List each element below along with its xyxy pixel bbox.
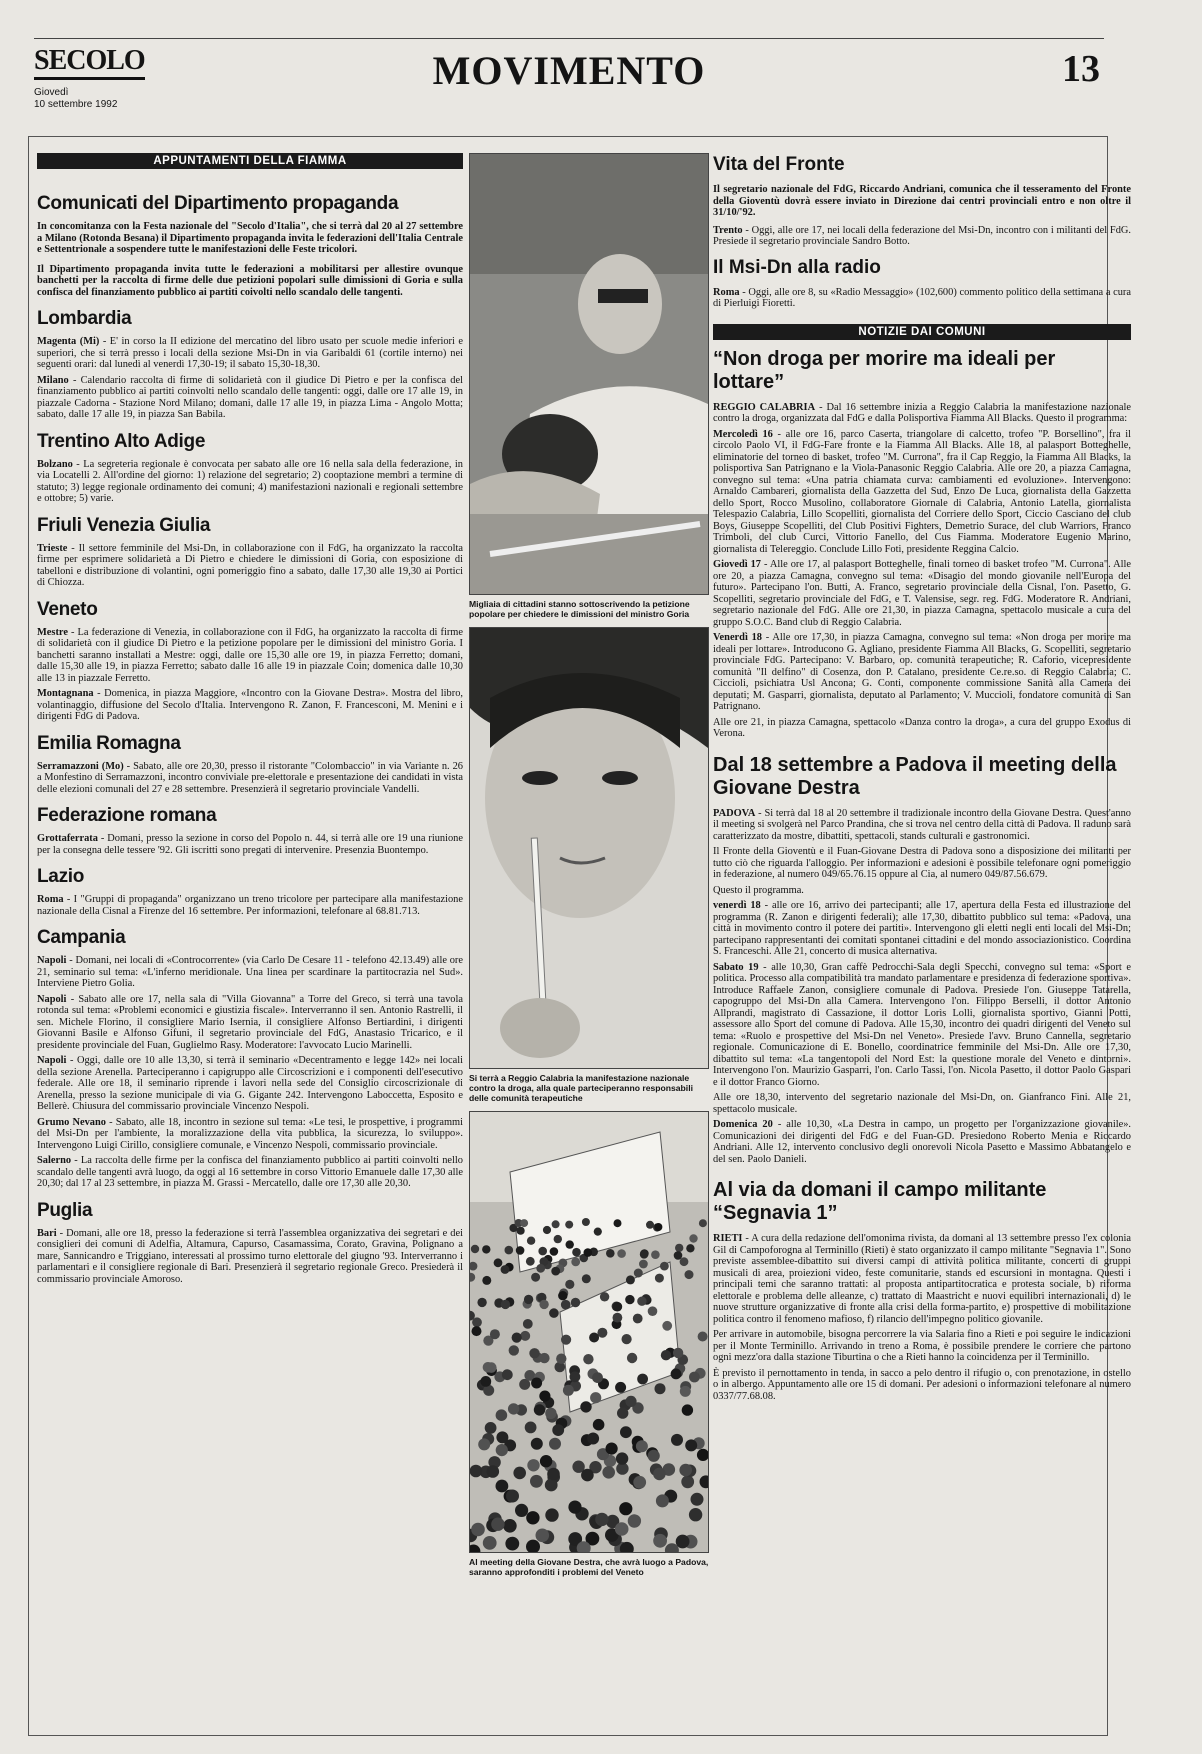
place-label: Napoli: [37, 993, 67, 1005]
region-item: [37, 375, 463, 421]
paragraph-text: - Alle ore 17, al palasport Botteghelle, finali torneo di basket trofeo "M. Currona". Alle ore 20, a piazza Camagna, convegno sul tema: «Disagio del mondo giovanile nell'Europa del futuro». Partecipano l'on. Butti, A. Franco, segretario provinciale della Cisnal, l'on. Pasetto, G. Scopelliti, segretario provinciale del FdG, e T. Valensise, segr. reg. FdG. Moderatore R. Andriani, segretario nazionale del FdG. Alle ore 21,30, in piazza Camagna, spettacolo musicale a cura del gruppo S.O.C. Band club di Reggio Calabria.: [713, 559, 1131, 628]
region-heading: Veneto: [37, 598, 98, 620]
photo-crowd: [469, 1111, 709, 1553]
right-column: [713, 153, 1131, 1733]
vita-trento: [713, 225, 1131, 248]
region-item: [37, 688, 463, 723]
headline-segnavia: Al via da domani il campo militante “Segnavia 1”: [713, 1179, 1047, 1224]
item-text: - Sabato, alle 18, incontro in sezione sul tema: «Le tesi, le prospettive, i programmi del Msi-Dn per l'ambiente, la moralizzazione della vita pubblica, la sicurezza, lo sviluppo». Intervengono Luigi Cirillo, consigliere comunale, e Vincenzo Nespoli, commissario provinciale.: [37, 1116, 463, 1151]
item-text: - La segreteria regionale è convocata per sabato alle ore 16 nella sala della federazione, in via Locatelli 2. All'ordine del giorno: 1) relazione del segretario; 2) cooptazione membri a termine di statuto; 3) legge regionale ordinamento dei comuni; 4) manifestazioni nazionali e regionali settembre e ottobre; 5) varie.: [37, 458, 463, 504]
date-text: 10 settembre 1992: [34, 99, 118, 110]
region-heading: Campania: [37, 927, 126, 948]
paragraph-label: Giovedì 17: [713, 559, 762, 570]
paragraph-text: Questo il programma.: [713, 884, 804, 896]
vita-lead: Il segretario nazionale del FdG, Riccardo Andriani, comunica che il tesseramento del Fronte della Gioventù dovrà essere inviato in Direzione dai centri provinciali entro e non oltre il 31/10/'92.: [713, 184, 1131, 218]
article-paragraph: [713, 1233, 1131, 1325]
paragraph-text: - alle ore 16, arrivo dei partecipanti; alle 17, apertura della Festa ed illustrazione del programma (R. Zanon e dirigenti federali); alle 17,30, dibattito pubblico sul tema: «Padova, una città in movimento contro il potere dei partiti». Intervengono gli eletti negli enti locali del Msi-Dn; partecipano rappresentanti dei comitati spontanei cittadini e del mondo associazionistico. Coordina S. Franceschi. Alle 21, concerto di musica alternativa.: [713, 900, 1131, 957]
caption-anti-drug: Si terrà a Reggio Calabria la manifestazione nazionale contro la droga, alla quale parteciperanno responsabili delle comunità terapeutiche: [469, 1073, 693, 1103]
intro-paragraph-2: Il Dipartimento propaganda invita tutte le federazioni a mobilitarsi per allestire ovunque banchetti per la raccolta di firme delle due petizioni popolari sulle dimissioni di Goria e sulla confisca del finanziamento pubblico ai partiti coivolti nello scandalo delle tangenti.: [37, 263, 463, 298]
article-paragraph: [713, 402, 1131, 425]
caption-petition: Migliaia di cittadini stanno sottoscrivendo la petizione popolare per chiedere le dimissioni del ministro Goria: [469, 599, 690, 619]
caption-meeting: Al meeting della Giovane Destra, che avrà luogo a Padova, saranno approfonditi i problemi del Veneto: [469, 1557, 709, 1577]
paragraph-text: Per arrivare in automobile, bisogna percorrere la via Salaria fino a Rieti e poi seguire le indicazioni per il Monte Terminillo. Arrivando in treno a Roma, è possibile prendere le corriere che partono ogni mezz'ora dalla stazione Tiburtina o che a Rieti hanno la coincidenza per il Terminillo.: [713, 1329, 1131, 1363]
masthead: [34, 38, 1104, 125]
article-paragraph: [713, 962, 1131, 1089]
paragraph-label: REGGIO CALABRIA: [713, 401, 816, 413]
paragraph-text: - alle 10,30, Gran caffè Pedrocchi-Sala degli Specchi, convegno sul tema: «Sport e politica. Processo alla compatibilità tra mandato parlamentare e presidenza di federazione sportiva». Introduce Raffaele Zanon, consigliere comunale di Padova. Presiede l'on. Giuseppe Tatarella, capogruppo del Msi-Dn alla Camera. Intervengono l'on. Filippo Berselli, il dottor Antonio Allprandi, magistrato di Cassazione, il dottor Lorìs Lolli, giornalista sportivo, Gianni Potti, assessore allo Sport del comune di Padova. Alle 15,30, incontro dei quadri dirigenti del Veneto sul tema: «Ruolo e prospettive del Msi-Dn nel Veneto». Presiede l'avv. Bruno Cannella, segretario regionale. Comunicazione di E. Bonello, coordinatrice femminile del Msi-Dn. Alle ore 17,30, dibattito sul tema: «La tangentopoli del Nord Est: la questione morale del Veneto e dintorni». Intervengono l'on. Maurizio Gasparri, l'on. Carlo Tassi, l'on. Nicola Pasetto, il dottor Paolo Gaspari e il dottor Franco Giorno.: [713, 961, 1131, 1088]
region-item: [37, 994, 463, 1052]
region-item: [37, 1155, 463, 1190]
item-text: - Sabato, alle ore 20,30, presso il ristorante "Colombaccio" in via Variante n. 26 a Monfestino di Serramazzoni, incontro conviviale pre-elettorale e presentazione dei candidati in vista delle elezioni comunali del 27 e 28 settembre. Presenzierà il segretario provinciale Vandelli.: [37, 760, 463, 795]
region-item: [37, 833, 463, 856]
article-paragraph: [713, 559, 1131, 628]
item-text: - Domani, alle ore 18, presso la federazione si terrà l'assemblea organizzativa dei segretari e dei consiglieri dei comuni di Adelfia, Altamura, Capurso, Casamassima, Corato, Gravina, Polignano a mare, Sannicandro e Triggiano, interessati al prossimo turno elettorale del giugno '93. Interverranno i parlamentari e il consigliere regionale di Bari. Presenzierà il segretario regionale Greco. Presiederà il commissario provinciale Amoroso.: [37, 1227, 463, 1285]
place-label: Trieste: [37, 542, 68, 554]
article-paragraph: [713, 846, 1131, 881]
paragraph-text: Alle ore 18,30, intervento del segretario nazionale del Msi-Dn, on. Gianfranco Fini. Alle 21, spettacolo musicale.: [713, 1092, 1131, 1115]
region-item: [37, 543, 463, 589]
article-paragraph: [713, 1329, 1131, 1364]
paragraph-text: - Dal 16 settembre inizia a Reggio Calabria la manifestazione nazionale contro la droga, organizzata dal FdG e dalla Polisportiva Fiamma All Blacks. Questo il programma:: [713, 401, 1131, 424]
region-item: [37, 627, 463, 685]
region-item: [37, 1117, 463, 1152]
region-item: [37, 894, 463, 917]
place-label: Grottaferrata: [37, 833, 98, 844]
page-number: 13: [1062, 48, 1100, 90]
section-title: MOVIMENTO: [432, 48, 706, 93]
item-text: - Domani, nei locali di «Controcorrente» (via Carlo De Cesare 11 - telefono 42.13.49) alle ore 21, seminario sul tema: «L'inferno meridionale. Una linea per scardinare la partitocrazia nel Sud». Interviene Pietro Golia.: [37, 955, 463, 989]
page-frame: [28, 136, 1131, 1736]
newspaper-logo: SECOLO: [34, 45, 145, 80]
paragraph-text: - A cura della redazione dell'omonima rivista, da domani al 13 settembre presso l'ex colonia Gil di Campoforogna al Terminillo (Rieti) è stato organizzato il campo militante "Segnavia 1". Sono previste assemblee-dibattito sui diversi campi di attività politica militante, concerti di gruppi musicali di area, proiezioni video, feste comunitarie, stands ed escursioni in montagna. Questi i principali temi che saranno trattati: al proposta antipartitocratica e protesta sociale, b) riforma elettorale e problema delle alleanze, c) trattato di Maastricht e nuovi equilibri internazionali, d) le nuove strutture organizzative di fronte alla crisi della forma-partito, e) prospettive di mobilitazione politica contro il fenomeno mafioso, f) rilancio dell'impegno politico giovanile.: [713, 1233, 1131, 1325]
article-paragraph: [713, 900, 1131, 958]
paragraph-label: Venerdì 18: [713, 632, 762, 643]
headline-padova: Dal 18 settembre a Padova il meeting della Giovane Destra: [713, 753, 1117, 799]
place-label: Roma: [37, 894, 64, 905]
place-label: Napoli: [37, 1055, 67, 1066]
item-text: - E' in corso la II edizione del mercatino del libro usato per scuole medie inferiori e superiori, che si terrà presso i locali della sezione Msi-Dn in via Garibaldi 61 (cortile interno) nei seguenti orari: dal lunedì al venerdì 17,30-19; il sabato 15,30-18,30.: [37, 336, 463, 370]
item-text: - Oggi, alle ore 8, su «Radio Messaggio» (102,600) commento politico della settimana a cura di Pierluigi Fioretti.: [713, 286, 1131, 309]
place-label: Milano: [37, 374, 69, 386]
headline-vita-fronte: Vita del Fronte: [713, 154, 845, 175]
paragraph-label: venerdì 18: [713, 900, 761, 911]
item-text: - La raccolta delle firme per la confisca del finanziamento pubblico ai partiti coinvolti nello scandalo delle tangenti avrà luogo, da oggi al 16 settembre in corso Vittorio Emanuele dalle 17,30 alle 20,30; dal 17 al 23 settembre, in piazza M. Grassi - Mercatello, dalle ore 17,30 alle 20,30.: [37, 1155, 463, 1189]
item-text: - Il settore femminile del Msi-Dn, in collaborazione con il FdG, ha organizzato la raccolta firme per esprimere solidarietà a Di Pietro e chiedere le dimissioni di Goria, con esposizione di tabelloni e distribuzione di volantini, ogni pomeriggio fino a sabato, dalle 17,30 alle 19,30 ai Portici di Chiozza.: [37, 542, 463, 588]
article-paragraph: [713, 632, 1131, 713]
place-label: Salerno: [37, 1155, 72, 1166]
place-label: Bolzano: [37, 458, 73, 470]
radio-roma: [713, 287, 1131, 310]
region-item: [37, 336, 463, 371]
region-item: [37, 1228, 463, 1286]
place-label: Roma: [713, 286, 740, 298]
paragraph-label: RIETI: [713, 1233, 743, 1244]
region-heading: Federazione romana: [37, 805, 217, 826]
article-paragraph: [713, 808, 1131, 843]
paragraph-text: - Alle ore 17,30, in piazza Camagna, convegno sul tema: «Non droga per morire ma ideali per lottare». Introducono G. Agliano, presidente Fiamma All Blacks, G. Scopelliti, segretario provinciale FdG. Partecipano: V. Barbaro, op. comunità terapeutiche; R. Caforio, vicepresidente comunità "Il delfino" di Cosenza, don P. Catalano, presidente Ce.re.so. di Reggio Calabria; C. Ciccioli, psichiatra Usl Ancona; G. Conti, componente commissione Sanità alla Camera dei deputati; M. Gasparri, giornalista, deputato al Parlamento; V. Muccioli, fondatore comunità di San Patrignano.: [713, 632, 1131, 712]
paragraph-text: - alle ore 16, parco Caserta, triangolare di calcetto, trofeo "P. Borsellino", fra il circolo Paolo VI, il FdG-Fare fronte e la Fiamma All Blacks. Alle 18, al palasport Botteghelle, eliminatorie del torneo di basket, trofeo "M. Currona", fra il Cap Reggio, la Fiamma All Blacks, la polisportiva San Patrignano e la Viola-Panasonic Reggio Calabria. Alle ore 20, a piazza Camagna, convegno sul tema: «Una patria chiamata curva: cambiamenti ed evoluzione». Intervengono: Arnaldo Cambareri, giornalista della Gazzetta del Sud, Enzo De Luca, giornalista della Gazzetta dello Sport, Rocco Musolino, collaboratore Giornale di Calabria, Antonio Latella, giornalista Telespazio Calabria, Lillo Scopelliti, giornalista del Corriere dello Sport, Ciccio Casciano del club Boys, Giuseppe Scopelliti, del Club Positivi Fighters, Demetrio Surace, del club Warriors, Franco Trimboli, del club Curci, Vittorio Fanello, del Cus Fiamma. Moderatore Eugenio Marino, giornalista di Telereggio. Conclude Lillo Foti, presidente Reggina Calcio.: [713, 428, 1131, 555]
place-label: Montagnana: [37, 688, 94, 699]
headline-non-droga: “Non droga per morire ma ideali per lottare”: [713, 347, 1056, 393]
photo-anti-drug: [469, 627, 709, 1069]
article-paragraph: [713, 885, 1131, 897]
item-text: - Sabato alle ore 17, nella sala di "Villa Giovanna" a Torre del Greco, si terrà una tavola rotonda sul tema: «Problemi economici e giustizia fiscale». Interverranno il sen. Antonio Rastrelli, il sen. Michele Florino, il consigliere Mario Isernia, il consigliere Alfonso Bertiardini, i dirigenti Giovanni Basile e Alfonso Gifuni, il segretario provinciale del FdG, Anastasio Tricarico, e il presidente provinciale del Fuan, Guglielmo Rasy. Moderatore: l'avvocato Lucio Marinelli.: [37, 993, 463, 1051]
region-heading: Lombardia: [37, 308, 132, 329]
paragraph-label: Sabato 19: [713, 961, 759, 973]
item-text: - Oggi, dalle ore 10 alle 13,30, si terrà il seminario «Decentramento e legge 142» nei locali della sezione Arenella. Parteciperanno i capigruppo alle Circoscrizioni e i componenti dell'esecutivo federale. Alle ore 18, il seminario riprende i lavori nella sede del Consiglio circoscrizionale di Arenella, presso la sezione municipale di via G. Gigante 242. Intervengono Laboccetta, Esposito e Bellerè. Chiusura del commissario provinciale Vincenzo Nespoli.: [37, 1055, 463, 1112]
article-paragraph: [713, 1368, 1131, 1403]
regions-list: [37, 308, 463, 1285]
region-item: [37, 955, 463, 990]
region-item: [37, 459, 463, 505]
article-segnavia: [713, 1233, 1131, 1402]
weekday: Giovedì: [34, 87, 69, 98]
headline-dipartimento: Comunicati del Dipartimento propaganda: [37, 193, 399, 214]
article-paragraph: [713, 1119, 1131, 1165]
paragraph-text: - alle 10,30, «La Destra in campo, un progetto per l'organizzazione giovanile». Comunicazioni dei dirigenti del FdG e del Fuan-GD. Presiedono Roberto Menia e Riccardo Andriani. Alle 12, intervento conclusivo degli onorevoli Nicola Pasetto e Massimo Abbatangelo e del sen. Paolo Danieli.: [713, 1119, 1131, 1165]
place-label: Trento: [713, 224, 743, 236]
paragraph-label: Mercoledì 16: [713, 428, 773, 440]
place-label: Grumo Nevano: [37, 1116, 106, 1128]
photo-petition: [469, 153, 709, 595]
region-item: [37, 1055, 463, 1113]
section-bar-comuni: NOTIZIE DAI COMUNI: [713, 324, 1131, 340]
item-text: - Oggi, alle ore 17, nei locali della federazione del Msi-Dn, incontro con i militanti del FdG. Presiede il segretario provinciale Sandro Botto.: [713, 224, 1131, 247]
place-label: Mestre: [37, 626, 68, 638]
paragraph-text: Il Fronte della Gioventù e il Fuan-Giovane Destra di Padova sono a disposizione dei militanti per tutto ciò che riguarda l'alloggio. Per informazioni e adesioni è possibile telefonare ogni pomeriggio in federazione, al numero 049/65.76.15 oppure al Cia, al numero 049/87.56.679.: [713, 846, 1131, 880]
intro-paragraph-1: In concomitanza con la Festa nazionale del "Secolo d'Italia", che si terrà dal 20 al 27 settembre a Milano (Rotonda Besana) il Dipartimento propaganda invita le federazioni dell'Italia Centrale e Settentrionale a sospendere tutte le manifestazioni delle Feste tricolori.: [37, 221, 463, 255]
paragraph-text: - Si terrà dal 18 al 20 settembre il tradizionale incontro della Giovane Destra. Quest'anno il meeting si svolgerà nel Parco Prandina, che si trova nel centro della città di Padova. Il raduno sarà caratterizzato da mostre, dibattiti, spettacoli, stands culturali e gastronomici.: [713, 807, 1131, 842]
region-heading: Emilia Romagna: [37, 732, 181, 754]
region-heading: Puglia: [37, 1199, 93, 1221]
middle-column: [469, 153, 709, 1733]
item-text: - La federazione di Venezia, in collaborazione con il FdG, ha organizzato la raccolta di firme di solidarietà con il giudice Di Pietro e la petizione popolare per le dimissioni del ministro Goria. I banchetti saranno installati a Mestre: oggi, dalle ore 15,30 alle ore 19, in piazza Ferretto; domani, dalle 15,30 alle 19, in piazza Ferretto; sabato dalle 16 alle 19 in piazzale Coin; domenica dalle 10,30 alle 13 in piazzale Ferretto.: [37, 626, 463, 684]
item-text: - Calendario raccolta di firme di solidarietà con il giudice Di Pietro e per la confisca del finanziamento pubblico ai partiti coinvolti nello scandalo delle tangenti: oggi, dalle ore 17 alle 19, in piazzale Cadorna - Stazione Nord Milano; domani, dalle 17 alle 19, in piazza Lima - Angolo Motta; sabato, dalle 17 alle 19, in piazza San Babila.: [37, 374, 463, 420]
item-text: - Domenica, in piazza Maggiore, «Incontro con la Giovane Destra». Mostra del libro, volantinaggio, diffusione del Secolo d'Italia. Intervengono R. Zanon, F. Francesconi, M. Menini e i dirigenti FdG di Padova.: [37, 688, 463, 722]
section-bar-appuntamenti: APPUNTAMENTI DELLA FIAMMA: [37, 153, 463, 169]
item-text: - Domani, presso la sezione in corso del Popolo n. 44, si terrà alle ore 19 una riunione per la consegna delle tessere '92. Gli iscritti sono pregati di intervenire. Presenzia Buontempo.: [37, 833, 463, 856]
paragraph-text: È previsto il pernottamento in tenda, in sacco a pelo dentro il rifugio o, con prenotazione, in ostello o in albergo. Appuntamento alle ore 15 di domani. Per adesioni o informazioni telefonare al numero 0337/77.68.08.: [713, 1367, 1131, 1402]
paragraph-label: PADOVA: [713, 807, 756, 819]
item-text: - I "Gruppi di propaganda" organizzano un treno tricolore per partecipare alla manifestazione nazionale della Cisnal a Firenze del 16 settembre. Per informazioni, telefonare al 68.81.713.: [37, 894, 463, 917]
place-label: Napoli: [37, 955, 67, 966]
place-label: Bari: [37, 1227, 57, 1239]
article-paragraph: [713, 1092, 1131, 1115]
article-paragraph: [713, 717, 1131, 740]
region-heading: Lazio: [37, 866, 85, 887]
region-heading: Friuli Venezia Giulia: [37, 514, 211, 536]
region-heading: Trentino Alto Adige: [37, 430, 206, 452]
paragraph-text: Alle ore 21, in piazza Camagna, spettacolo «Danza contro la droga», a cura del gruppo Exodus di Verona.: [713, 716, 1131, 739]
article-padova: [713, 808, 1131, 1166]
region-item: [37, 761, 463, 796]
headline-radio: Il Msi-Dn alla radio: [713, 256, 881, 278]
place-label: Magenta (Mi): [37, 336, 100, 347]
paragraph-label: Domenica 20: [713, 1119, 773, 1130]
article-non-droga: [713, 402, 1131, 740]
article-paragraph: [713, 429, 1131, 556]
place-label: Serramazzoni (Mo): [37, 760, 124, 772]
left-column: [37, 153, 463, 1733]
